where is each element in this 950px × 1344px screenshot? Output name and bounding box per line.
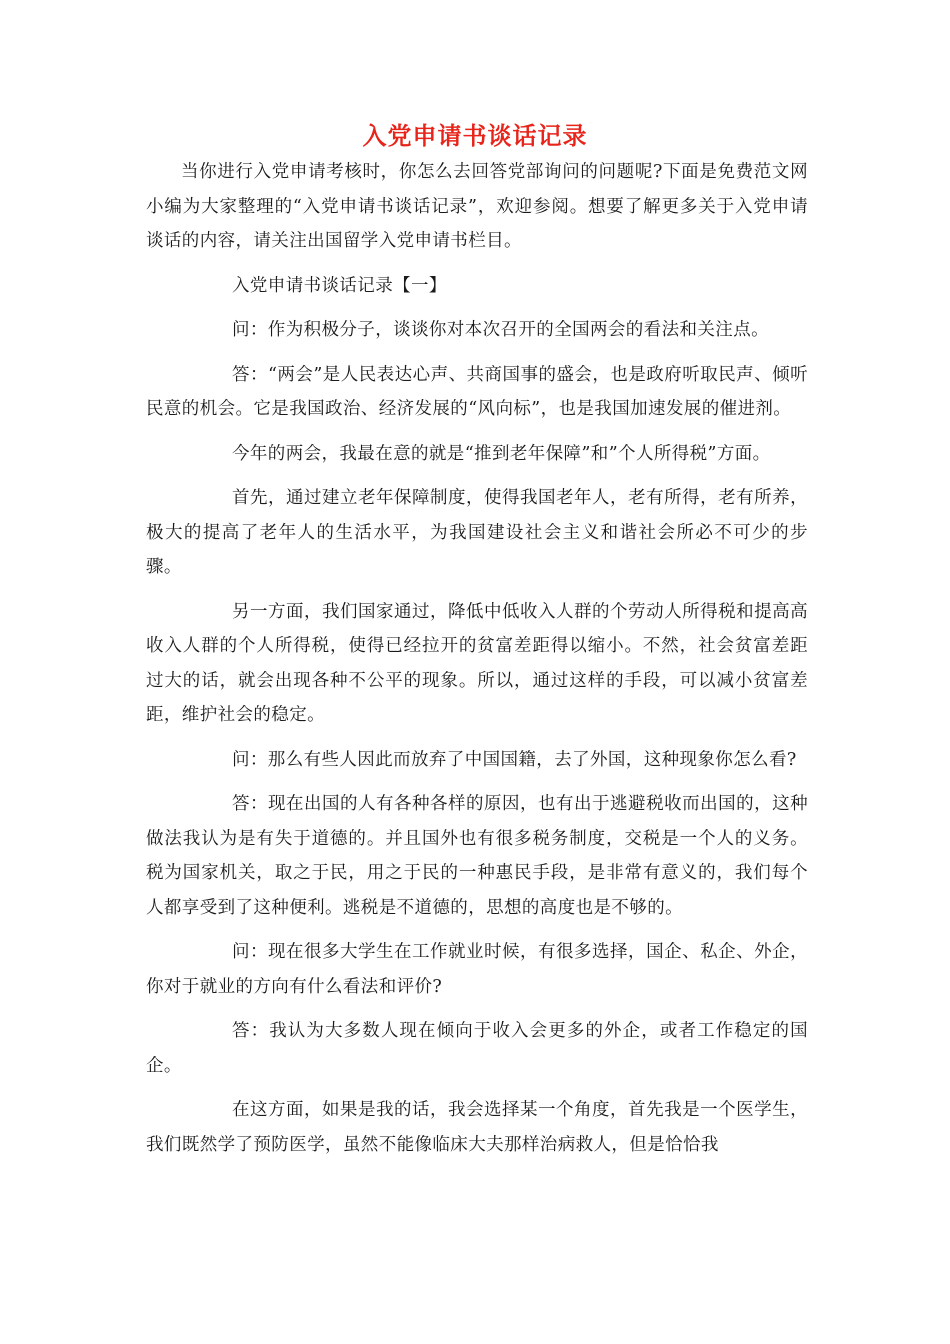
body-paragraph: 在这方面，如果是我的话，我会选择某一个角度，首先我是一个医学生，我们既然学了预防医学，虽然不能像临床大夫那样治病救人，但是恰恰我 bbox=[146, 1100, 808, 1155]
body-paragraph: 问：作为积极分子，谈谈你对本次召开的全国两会的看法和关注点。 bbox=[232, 320, 769, 340]
section-heading: 入党申请书谈话记录【一】 bbox=[232, 275, 447, 296]
body-paragraph: 答：我认为大多数人现在倾向于收入会更多的外企，或者工作稳定的国企。 bbox=[146, 1021, 808, 1076]
body-paragraph: 今年的两会，我最在意的就是“推到老年保障”和”个人所得税”方面。 bbox=[232, 443, 771, 464]
body-paragraph: 问：现在很多大学生在工作就业时候，有很多选择，国企、私企、外企，你对于就业的方向有什么看法和评价? bbox=[146, 942, 808, 997]
document-body bbox=[146, 155, 808, 1172]
document-title: 入党申请书谈话记录 bbox=[362, 122, 588, 150]
body-paragraph: 答：“两会”是人民表达心声、共商国事的盛会，也是政府听取民声、倾听民意的机会。它是我国政治、经济发展的“风向标”，也是我国加速发展的催进剂。 bbox=[146, 364, 808, 419]
body-paragraph: 问：那么有些人因此而放弃了中国国籍，去了外国，这种现象你怎么看? bbox=[232, 749, 797, 770]
body-paragraph: 另一方面，我们国家通过，降低中低收入人群的个劳动人所得税和提高高收入人群的个人所得税，使得已经拉开的贫富差距得以缩小。不然，社会贫富差距过大的话，就会出现各种不公平的现象。所以，通过这样的手段，可以减小贫富差距，维护社会的稳定。 bbox=[146, 601, 808, 725]
body-paragraph: 答：现在出国的人有各种各样的原因，也有出于逃避税收而出国的，这种做法我认为是有失于道德的。并且国外也有很多税务制度，交税是一个人的义务。税为国家机关，取之于民，用之于民的一种惠民手段，是非常有意义的，我们每个人都享受到了这种便利。逃税是不道德的，思想的高度也是不够的。 bbox=[146, 794, 808, 918]
body-paragraph: 首先，通过建立老年保障制度，使得我国老年人，老有所得，老有所养，极大的提高了老年人的生活水平，为我国建设社会主义和谐社会所必不可少的步骤。 bbox=[146, 488, 808, 577]
intro-paragraph: 当你进行入党申请考核时，你怎么去回答党部询问的问题呢?下面是免费范文网小编为大家整理的“入党申请书谈话记录”，欢迎参阅。想要了解更多关于入党申请谈话的内容，请关注出国留学入党申请书栏目。 bbox=[146, 162, 808, 251]
